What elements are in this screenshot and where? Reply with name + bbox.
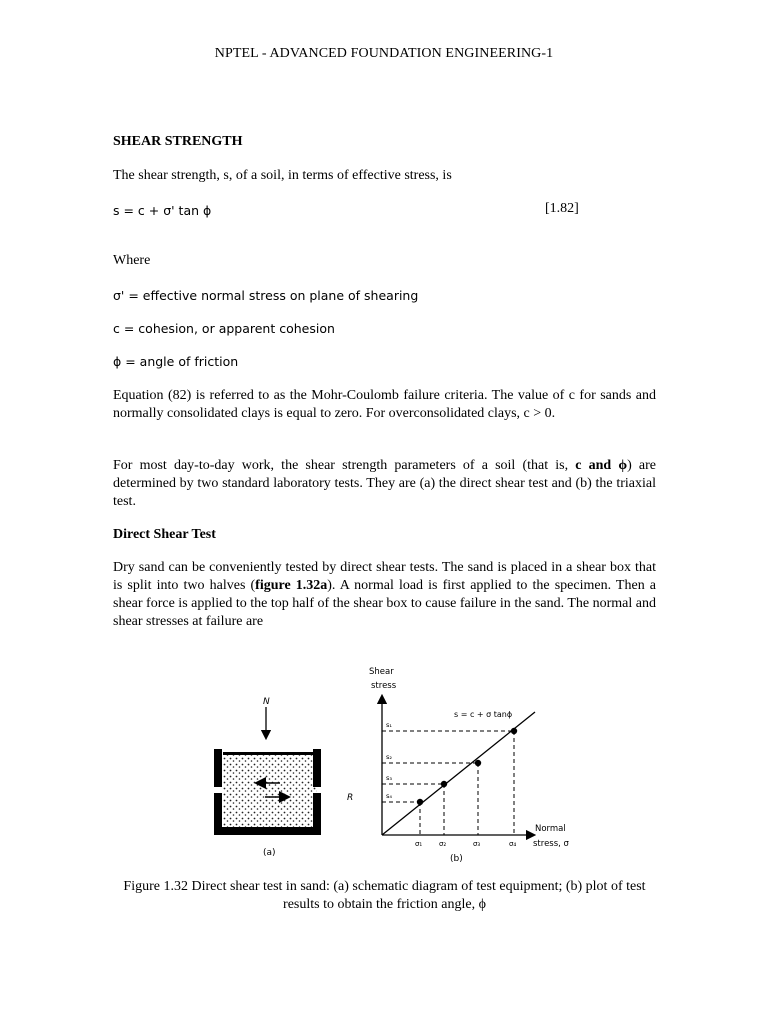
s-label-1: s₁	[386, 721, 392, 729]
s-label-2: s₂	[386, 753, 392, 761]
top-box-right-wall	[313, 749, 321, 787]
data-point-2	[475, 760, 481, 766]
s-label-4: s₄	[386, 792, 392, 800]
figure-caption: Figure 1.32 Direct shear test in sand: (a) schematic diagram of test equipment; (b) plot of test results to obtain the friction angle, ϕ	[123, 879, 646, 912]
top-box-left-wall	[214, 749, 222, 787]
paragraph-test-methods	[113, 457, 656, 511]
figure-1-32	[205, 655, 575, 868]
para2-bold: c and ϕ	[575, 458, 628, 473]
paragraph-mohr-coulomb: Equation (82) is referred to as the Mohr-Coulomb failure criteria. The value of c for sands and normally consolidated clays is equal to zero. For overconsolidated clays, c > 0.	[113, 388, 656, 421]
where-label: Where	[113, 253, 151, 268]
para3-bold: figure 1.32a	[255, 578, 328, 593]
para2-after: ) are determined by two standard laboratory tests. They are (a) the direct shear test and (b) the triaxial test.	[113, 458, 656, 509]
intro-text: The shear strength, s, of a soil, in terms of effective stress, is	[113, 168, 452, 183]
equation-number: [1.82]	[545, 201, 579, 216]
loading-plate	[223, 752, 313, 755]
definition-cohesion: c = cohesion, or apparent cohesion	[113, 321, 335, 336]
sigma-label-4: σ₄	[509, 840, 517, 848]
data-point-1	[511, 728, 517, 734]
bottom-box-base	[214, 827, 321, 835]
y-axis-label-line1: Shear	[369, 667, 394, 677]
section-title: SHEAR STRENGTH	[113, 134, 243, 149]
reaction-label: R	[347, 793, 354, 803]
panel-a-label: (a)	[263, 848, 276, 858]
para2-before: For most day-to-day work, the shear strength parameters of a soil (that is,	[113, 458, 576, 473]
y-axis-label-line2: stress	[371, 681, 397, 691]
s-label-3: s₃	[386, 774, 392, 782]
shear-box-diagram	[214, 697, 353, 858]
definition-effective-stress: σ' = effective normal stress on plane of shearing	[113, 288, 419, 303]
envelope-equation-label: s = c + σ tanϕ	[454, 710, 513, 719]
sand-specimen	[223, 755, 317, 828]
shear-stress-plot	[369, 667, 570, 864]
page-header: NPTEL - ADVANCED FOUNDATION ENGINEERING-1	[214, 46, 554, 61]
x-axis-label-line1: Normal	[535, 824, 566, 834]
main-equation: s = c + σ' tan ϕ	[113, 203, 212, 218]
x-axis-label-line2: stress, σ	[533, 839, 569, 849]
para3-after: ). A normal load is first applied to the specimen. Then a shear force is applied to the top half of the shear box to cause failure in the sand. The normal and shear stresses at failure are	[113, 578, 656, 629]
sigma-label-1: σ₁	[415, 840, 423, 848]
data-point-4	[417, 799, 423, 805]
subsection-title: Direct Shear Test	[113, 527, 216, 542]
sigma-label-2: σ₂	[439, 840, 447, 848]
para3-before: Dry sand can be conveniently tested by direct shear tests. The sand is placed in a shear box that is split into two halves (	[113, 560, 656, 593]
data-point-3	[441, 781, 447, 787]
sigma-label-3: σ₃	[473, 840, 481, 848]
normal-load-label: N	[263, 697, 270, 707]
definition-friction-angle: ϕ = angle of friction	[113, 354, 239, 369]
panel-b-label: (b)	[450, 854, 463, 864]
paragraph-direct-shear	[113, 559, 656, 631]
